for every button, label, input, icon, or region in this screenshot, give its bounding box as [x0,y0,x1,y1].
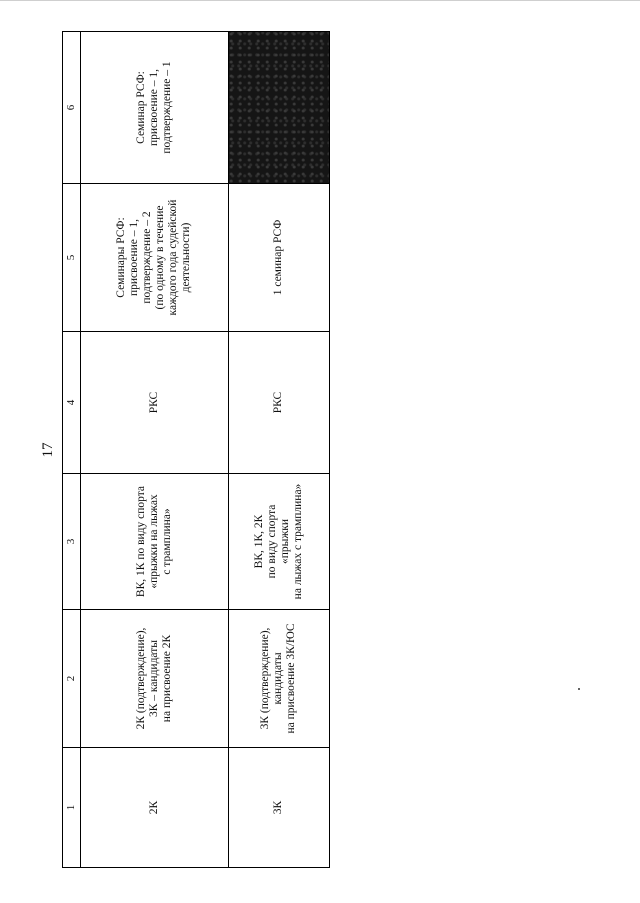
table-cell: 3К (подтверждение), кандидаты на присвоение 3К/ЮС [228,610,329,748]
scan-speck [578,688,580,690]
table-cell: РКС [228,332,329,474]
table-header-row [63,32,81,868]
requirements-table [62,31,330,868]
header-cell: 4 [63,332,81,474]
page-edge [0,0,640,1]
table-cell: 2К (подтверждение), 3К – кандидаты на присвоение 2К [81,610,229,748]
header-cell: 1 [63,748,81,868]
table-cell: ВК, 1К по виду спорта «прыжки на лыжах с трамплина» [81,474,229,610]
table-cell: Семинар РСФ: присвоение – 1, подтверждение – 1 [81,32,229,184]
table-cell: ВК, 1К, 2К по виду спорта «прыжки на лыжах с трамплина» [228,474,329,610]
header-cell: 6 [63,32,81,184]
header-cell: 2 [63,610,81,748]
blacked-out-cell [228,32,329,184]
table-container [62,32,330,868]
table-cell: 2К [81,748,229,868]
header-cell: 5 [63,184,81,332]
table-row [228,32,329,868]
table-cell: 1 семинар РСФ [228,184,329,332]
table-cell: Семинары РСФ: присвоение – 1, подтверждение – 2 (по одному в течение каждого года судейской деятельности) [81,184,229,332]
table-cell: РКС [81,332,229,474]
table-row [81,32,229,868]
table-cell: 3К [228,748,329,868]
rotated-table-frame [62,32,330,868]
header-cell: 3 [63,474,81,610]
page-number: 17 [40,442,56,458]
